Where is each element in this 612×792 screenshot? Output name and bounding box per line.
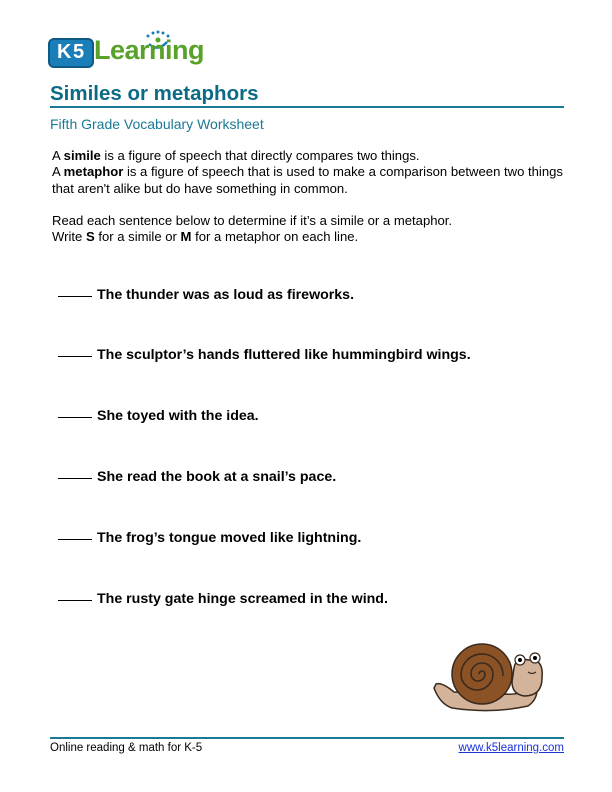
footer-divider: [50, 737, 564, 739]
question-6: The rusty gate hinge screamed in the wind.: [58, 591, 388, 607]
instruction-read: Read each sentence below to determine if it’s a simile or a metaphor.: [52, 212, 453, 228]
simile-definition: A simile is a figure of speech that directly compares two things.: [52, 148, 420, 163]
badge-letter-5: 5: [73, 41, 85, 63]
question-2: The sculptor’s hands fluttered like hummingbird wings.: [58, 347, 471, 363]
question-4: She read the book at a snail’s pace.: [58, 469, 336, 485]
title-divider: [50, 106, 564, 108]
answer-blank[interactable]: [58, 599, 92, 601]
footer-tagline: Online reading & math for K-5: [50, 742, 203, 754]
page-subtitle: Fifth Grade Vocabulary Worksheet: [50, 116, 264, 132]
footer-website-link[interactable]: www.k5learning.com: [458, 742, 564, 754]
page-title: Similes or metaphors: [50, 82, 259, 105]
snail-icon: [432, 638, 550, 714]
answer-blank[interactable]: [58, 538, 92, 540]
instructions: [52, 148, 572, 245]
logo-wordmark: Learning: [94, 35, 205, 65]
k5-badge-icon: [48, 38, 94, 68]
badge-letter-k: K: [57, 41, 72, 63]
question-5: The frog’s tongue moved like lightning.: [58, 530, 361, 546]
answer-blank[interactable]: [58, 477, 92, 479]
answer-blank[interactable]: [58, 416, 92, 418]
answer-blank[interactable]: [58, 295, 92, 297]
question-1: The thunder was as loud as fireworks.: [58, 287, 354, 303]
question-3: She toyed with the idea.: [58, 408, 259, 424]
instruction-write: Write S for a simile or M for a metaphor on each line.: [52, 229, 359, 245]
answer-blank[interactable]: [58, 355, 92, 357]
metaphor-definition: A metaphor is a figure of speech that is used to make a comparison between two things that aren't alike but do have something in common.: [52, 164, 563, 196]
k5-learning-logo: [48, 30, 205, 70]
